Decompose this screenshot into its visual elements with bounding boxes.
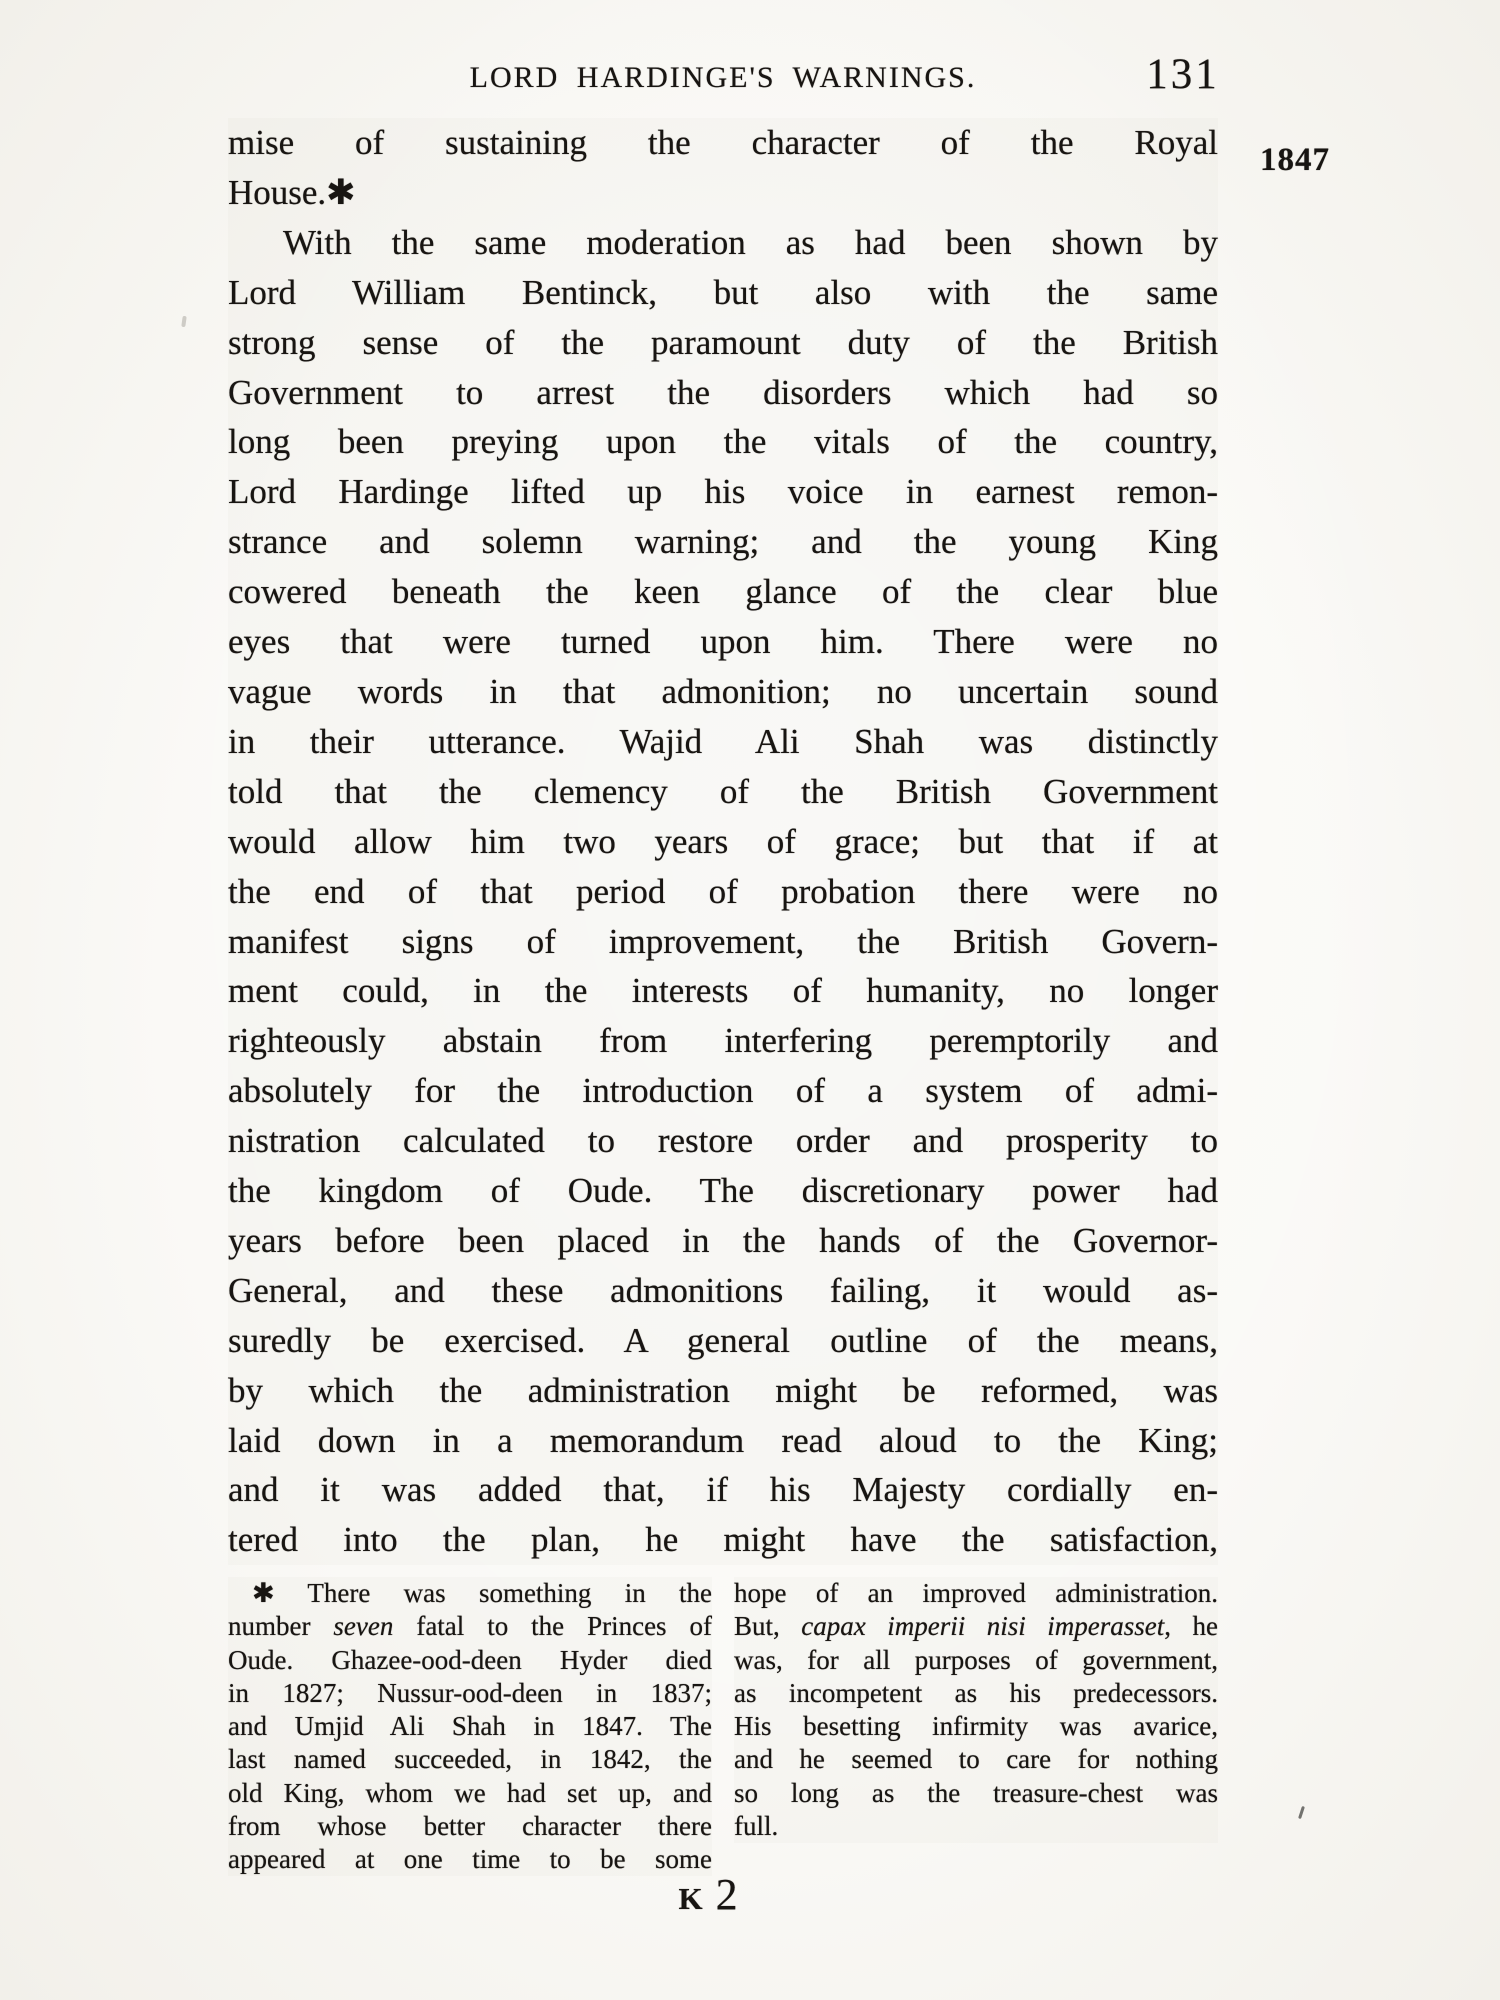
text-line <box>228 1710 712 1743</box>
text-line <box>228 567 1218 617</box>
footnote-right-column <box>734 1577 1218 1843</box>
text-line <box>228 966 1218 1016</box>
text-line <box>228 118 1218 168</box>
text-segment: full. <box>734 1810 779 1841</box>
text-line <box>228 1577 712 1610</box>
text-line <box>228 1366 1218 1416</box>
signature-mark <box>648 1869 768 1920</box>
text-line <box>228 917 1218 967</box>
text-segment: in their utterance. Wajid Ali Shah was distinctly <box>228 721 1218 761</box>
text-segment: ✱ There was something in the <box>252 1578 712 1608</box>
text-segment: appeared at one time to be some <box>228 1844 712 1874</box>
text-line <box>228 667 1218 717</box>
text-segment: vague words in that admonition; no uncertain sound <box>228 671 1218 711</box>
text-segment: , he <box>1164 1611 1219 1642</box>
text-line <box>228 467 1218 517</box>
running-header: LORD HARDINGE'S WARNINGS. <box>469 61 977 94</box>
text-line <box>228 368 1218 418</box>
text-segment: was, for all purposes of government, <box>734 1644 1218 1675</box>
text-segment: told that the clemency of the British Government <box>228 771 1218 811</box>
text-line <box>228 767 1218 817</box>
text-line <box>228 1266 1218 1316</box>
text-line <box>228 1515 1218 1565</box>
text-line <box>734 1577 1218 1610</box>
text-line <box>228 867 1218 917</box>
text-segment: strong sense of the paramount duty of the British <box>228 322 1218 362</box>
margin-year-note: 1847 <box>1260 142 1330 178</box>
text-line <box>228 617 1218 667</box>
text-line <box>228 168 1218 218</box>
ink-speck <box>181 316 186 327</box>
text-line <box>228 1066 1218 1116</box>
text-line <box>734 1610 1218 1643</box>
text-line <box>228 1843 712 1876</box>
text-line <box>228 517 1218 567</box>
text-segment: by which the administration might be reformed, was <box>228 1370 1218 1410</box>
text-segment: Government to arrest the disorders which had so <box>228 372 1218 412</box>
text-segment: nistration calculated to restore order and prosperity to <box>228 1121 1218 1161</box>
text-segment: would allow him two years of grace; but that if at <box>228 821 1218 861</box>
text-line <box>734 1810 1218 1843</box>
text-segment: as incompetent as his predecessors. <box>734 1677 1218 1708</box>
text-line <box>228 1777 712 1810</box>
text-line <box>228 1743 712 1776</box>
text-segment: With the same moderation as had been shown by <box>283 222 1218 262</box>
text-line <box>228 1465 1218 1515</box>
text-line <box>228 218 1218 268</box>
italic-text-segment: capax imperii nisi imperasset <box>801 1611 1165 1642</box>
text-line <box>734 1710 1218 1743</box>
text-segment: years before been placed in the hands of the Governor- <box>228 1220 1218 1260</box>
text-line <box>734 1644 1218 1677</box>
text-segment: Oude. Ghazee-ood-deen Hyder died <box>228 1644 712 1675</box>
text-line <box>228 268 1218 318</box>
signature-number: 2 <box>715 1870 738 1919</box>
text-segment: from whose better character there <box>228 1810 712 1841</box>
signature-letter: K <box>678 1881 703 1916</box>
text-segment: House.✱ <box>228 172 356 212</box>
text-segment: and he seemed to care for nothing <box>734 1744 1218 1775</box>
italic-text-segment: seven <box>333 1611 394 1642</box>
text-segment: cowered beneath the keen glance of the clear blue <box>228 572 1218 612</box>
text-line <box>228 1116 1218 1166</box>
text-segment: righteously abstain from interfering peremptorily and <box>228 1021 1218 1061</box>
text-segment: in 1827; Nussur-ood-deen in 1837; <box>228 1677 712 1708</box>
text-segment: absolutely for the introduction of a system of admi- <box>228 1071 1218 1111</box>
footnote-left-column <box>228 1577 712 1876</box>
text-segment: and it was added that, if his Majesty cordially en- <box>228 1470 1218 1510</box>
text-segment: eyes that were turned upon him. There were no <box>228 622 1218 662</box>
text-line <box>228 1016 1218 1066</box>
text-segment: hope of an improved administration. <box>734 1578 1218 1608</box>
text-segment: number <box>228 1611 334 1642</box>
text-segment: old King, whom we had set up, and <box>228 1777 712 1808</box>
text-line <box>228 1677 712 1710</box>
text-line <box>228 1416 1218 1466</box>
text-segment: strance and solemn warning; and the young King <box>228 522 1218 562</box>
text-segment: the end of that period of probation there were no <box>228 871 1218 911</box>
text-line <box>734 1777 1218 1810</box>
text-line <box>228 1316 1218 1366</box>
text-segment: mise of sustaining the character of the Royal <box>228 123 1218 162</box>
text-segment: suredly be exercised. A general outline of the means, <box>228 1320 1218 1360</box>
text-segment: fatal to the Princes of <box>393 1611 712 1642</box>
text-segment: tered into the plan, he might have the satisfaction, <box>228 1520 1218 1560</box>
text-segment: and Umjid Ali Shah in 1847. The <box>228 1711 712 1741</box>
text-segment: so long as the treasure-chest was <box>734 1777 1218 1808</box>
text-segment: General, and these admonitions failing, it would as- <box>228 1270 1218 1310</box>
text-line <box>228 1644 712 1677</box>
text-segment: last named succeeded, in 1842, the <box>228 1744 712 1775</box>
text-segment: But, <box>734 1611 802 1642</box>
text-segment: manifest signs of improvement, the British Govern- <box>228 921 1218 961</box>
ink-speck <box>1298 1806 1305 1819</box>
text-line <box>228 318 1218 368</box>
text-line <box>734 1743 1218 1776</box>
text-segment: His besetting infirmity was avarice, <box>734 1711 1218 1741</box>
page-number: 131 <box>1146 51 1220 98</box>
text-line <box>734 1677 1218 1710</box>
text-segment: the kingdom of Oude. The discretionary power had <box>228 1171 1218 1211</box>
main-text-block <box>228 118 1218 1565</box>
text-line <box>228 1166 1218 1216</box>
text-line <box>228 817 1218 867</box>
text-segment: long been preying upon the vitals of the country, <box>228 422 1218 462</box>
text-segment: ment could, in the interests of humanity, no longer <box>228 971 1218 1011</box>
text-segment: Lord William Bentinck, but also with the same <box>228 272 1218 312</box>
text-segment: Lord Hardinge lifted up his voice in earnest remon- <box>228 472 1218 512</box>
text-line <box>228 1810 712 1843</box>
text-line <box>228 717 1218 767</box>
text-line <box>228 1610 712 1643</box>
text-line <box>228 1216 1218 1266</box>
text-segment: laid down in a memorandum read aloud to the King; <box>228 1420 1218 1460</box>
text-line <box>228 417 1218 467</box>
